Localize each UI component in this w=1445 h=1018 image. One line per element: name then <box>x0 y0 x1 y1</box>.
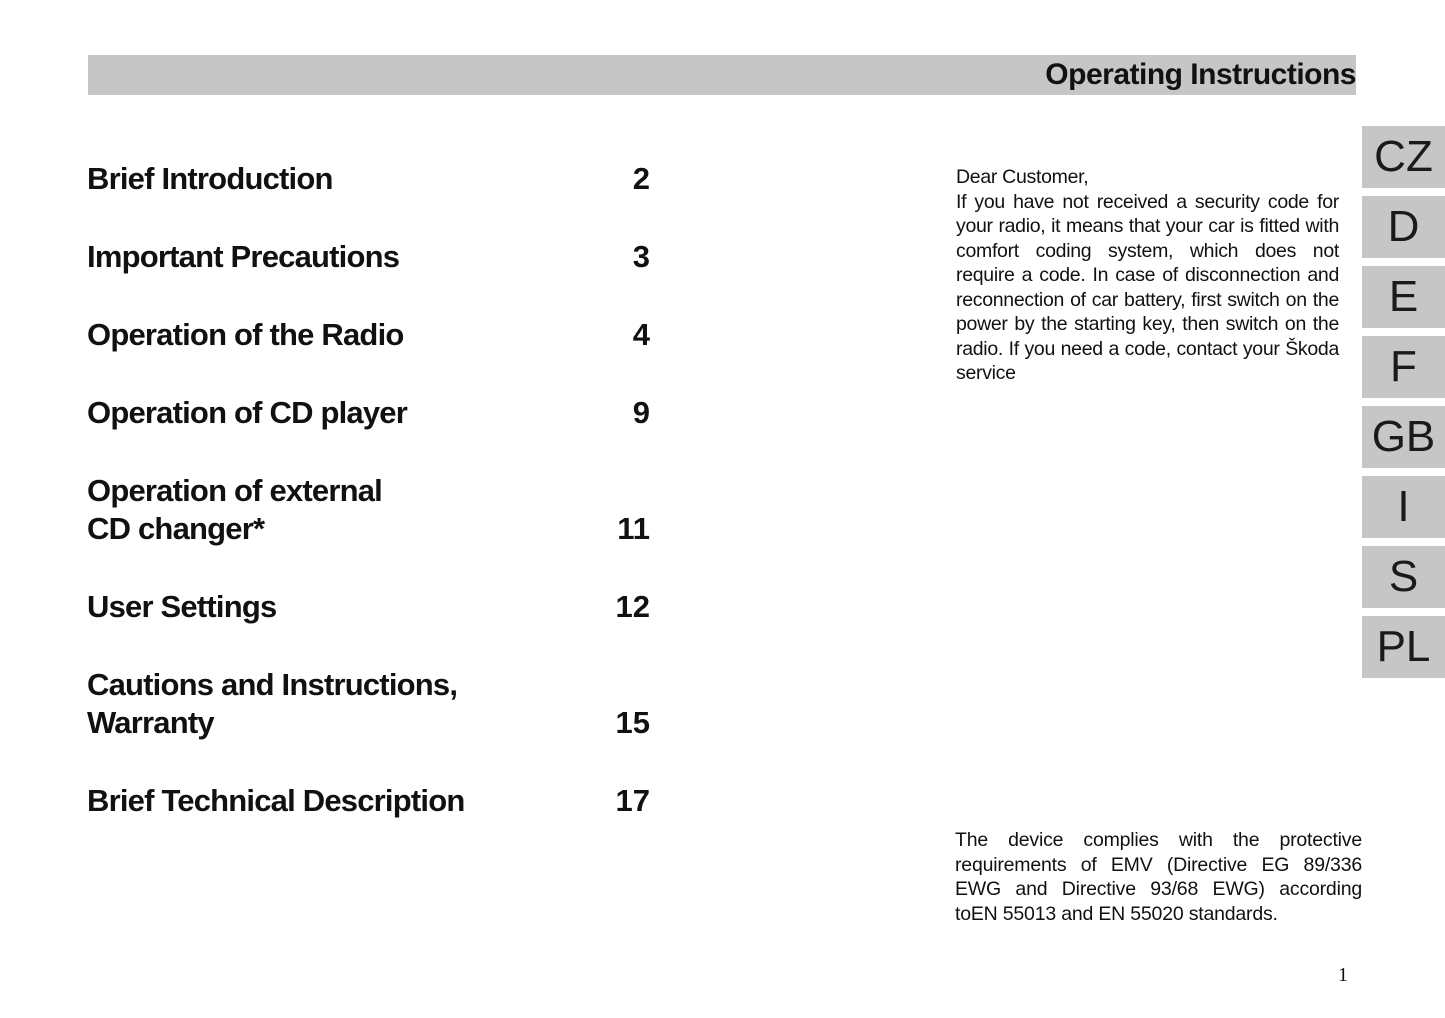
toc-title <box>87 782 557 820</box>
toc-page-number: 17 <box>615 783 650 818</box>
toc-title-line: Operation of CD player <box>87 395 408 430</box>
toc-page-number: 4 <box>632 317 650 352</box>
toc-page-number: 2 <box>632 161 650 196</box>
toc-title-line: Cautions and Instructions, <box>87 667 458 702</box>
toc-title-line: User Settings <box>87 589 277 624</box>
toc-title <box>87 316 557 354</box>
toc-title-line: Operation of the Radio <box>87 317 404 352</box>
toc-title <box>87 666 557 742</box>
toc-title-line: CD changer* <box>87 511 265 546</box>
toc-title <box>87 394 557 432</box>
toc-title <box>87 588 557 626</box>
toc-title-line: Important Precautions <box>87 239 400 274</box>
toc-title <box>87 238 557 276</box>
header-bar <box>88 55 1356 95</box>
toc-entry-operation-cd-changer[interactable] <box>87 472 652 548</box>
notice-greeting: Dear Customer, <box>956 166 1089 188</box>
customer-notice <box>956 165 1339 386</box>
toc-entry-important-precautions[interactable] <box>87 238 652 276</box>
toc-page-number: 3 <box>632 239 650 274</box>
language-tabs <box>1362 126 1445 686</box>
toc-entry-brief-introduction[interactable] <box>87 160 652 198</box>
language-tab-s[interactable]: S <box>1362 546 1445 608</box>
toc-entry-cautions-warranty[interactable] <box>87 666 652 742</box>
toc-title-line: Brief Introduction <box>87 161 333 196</box>
toc-entry-user-settings[interactable] <box>87 588 652 626</box>
toc-entry-operation-cd-player[interactable] <box>87 394 652 432</box>
toc-entry-operation-radio[interactable] <box>87 316 652 354</box>
language-tab-cz[interactable]: CZ <box>1362 126 1445 188</box>
language-tab-d[interactable]: D <box>1362 196 1445 258</box>
notice-body: If you have not received a security code for your radio, it means that your car is fitted with comfort coding system, which does not require a code. In case of disconnection and reconnection of car battery, first switch on the power by the starting key, then switch on the radio. If you need a code, contact your Škoda service <box>956 190 1339 384</box>
language-tab-i[interactable]: I <box>1362 476 1445 538</box>
toc-page-number: 15 <box>615 705 650 740</box>
language-tab-e[interactable]: E <box>1362 266 1445 328</box>
toc-page-number: 12 <box>615 589 650 624</box>
compliance-statement: The device complies with the protective requirements of EMV (Directive EG 89/336 EWG and Directive 93/68 EWG) according toEN 55013 and EN 55020 standards. <box>955 829 1362 925</box>
toc-entry-technical-description[interactable] <box>87 782 652 820</box>
page-title: Operating Instructions <box>1045 58 1356 91</box>
language-tab-gb[interactable]: GB <box>1362 406 1445 468</box>
toc-title-line: Brief Technical Description <box>87 783 465 818</box>
toc-title-line: Warranty <box>87 705 214 740</box>
toc-title <box>87 472 557 548</box>
toc-title <box>87 160 557 198</box>
toc-page-number: 9 <box>632 395 650 430</box>
toc-title-line: Operation of external <box>87 473 382 508</box>
language-tab-f[interactable]: F <box>1362 336 1445 398</box>
toc-page-number: 11 <box>617 511 650 546</box>
page-number: 1 <box>1338 964 1348 986</box>
language-tab-pl[interactable]: PL <box>1362 616 1445 678</box>
